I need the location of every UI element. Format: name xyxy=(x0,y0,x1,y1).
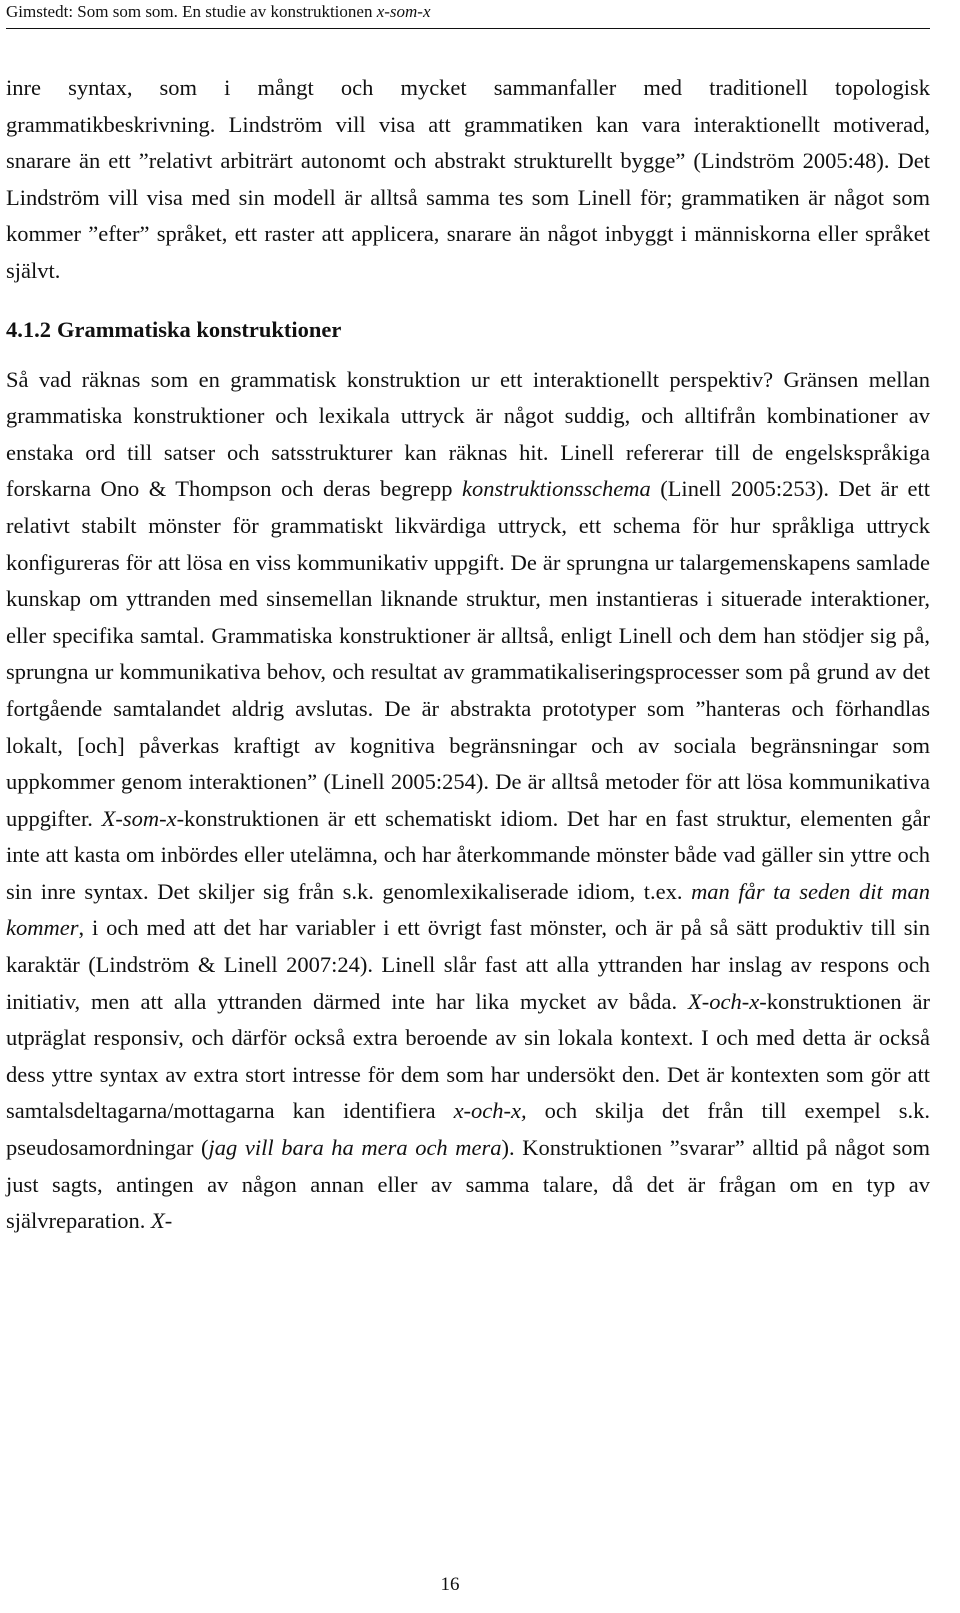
paragraph-2 xyxy=(6,362,930,1240)
section-heading xyxy=(6,312,930,348)
term-x-trailing: X- xyxy=(150,1208,173,1234)
example-idiom: man får ta seden dit man kommer xyxy=(6,878,931,941)
running-header-text: Gimstedt: Som som som. En studie av konstruktionen xyxy=(6,2,377,21)
running-header xyxy=(6,2,431,22)
header-rule xyxy=(6,28,930,29)
term-x-och-x-lowercase: x-och-x, xyxy=(453,1098,527,1124)
page-body xyxy=(6,70,930,1240)
paragraph-1: inre syntax, som i mångt och mycket sammanfaller med traditionell topologisk grammatikbeskrivning. Lindström vill visa att grammatiken kan vara interaktionellt motiverad, snarare än ett ”relativt arbiträrt autonomt och abstrakt strukturellt bygge” (Lindström 2005:48). Det Lindström vill visa med sin modell är alltså samma tes som Linell för; grammatiken är något som kommer ”efter” språket, ett raster att applicera, snarare än något inbyggt i människorna eller språket självt. xyxy=(6,75,930,283)
term-x-som-x: X-som-x xyxy=(101,805,177,831)
example-pseudosamordning: jag vill bara ha mera och mera xyxy=(208,1135,502,1161)
section-number: 4.1.2 xyxy=(6,316,51,342)
paragraph-2-text-4: , i och med att det har variabler i ett övrigt fast mönster, och är på så sätt produktiv till sin karaktär (Lindström & Linell 2007:24). Linell slår fast att alla yttranden har inslag av respons och initiativ, men att alla yttranden därmed inte har lika mycket av båda. xyxy=(6,915,930,1014)
paragraph-2-text-1: Så vad räknas som en grammatisk konstruktion ur ett interaktionellt perspektiv? Gränsen mellan grammatiska konstruktioner och lexikala uttryck är något suddig, och alltifrån kombinationer av enstaka ord till satser och satsstrukturer kan räknas hit. Linell refererar till de engelskspråkiga forskarna Ono & Thompson och deras begrepp xyxy=(6,366,930,502)
term-x-och-x: X-och-x xyxy=(688,988,760,1014)
term-konstruktionsschema: konstruktionsschema xyxy=(461,476,651,502)
page-number: 16 xyxy=(440,1574,460,1595)
paragraph-2-text-7: ). Konstruktionen ”svarar” alltid på något som just sagts, antingen av någon annan eller av samma talare, då det är frågan om en typ av självreparation. xyxy=(6,1135,930,1234)
paragraph-2-text-6: och skilja det från till exempel s.k. pseudosamordningar ( xyxy=(6,1098,931,1161)
section-title: Grammatiska konstruktioner xyxy=(57,316,342,342)
paragraph-2-text-5: -konstruktionen är utpräglat responsiv, och därför också extra beroende av sin lokala kontext. I och med detta är också dess yttre syntax av extra stort intresse för dem som har undersökt den. Det är kontexten som gör att samtalsdeltagarna/mottagarna kan identifiera xyxy=(6,988,930,1124)
running-header-italic: x-som-x xyxy=(376,2,431,21)
paragraph-2-text-3: -konstruktionen är ett schematiskt idiom. Det har en fast struktur, elementen går inte att kasta om inbördes eller utelämna, och har återkommande mönster både vad gäller sin yttre och sin inre syntax. Det skiljer sig från s.k. genomlexikaliserade idiom, t.ex. xyxy=(6,805,930,904)
paragraph-2-text-2: (Linell 2005:253). Det är ett relativt stabilt mönster för grammatiskt likvärdiga uttryck, ett schema för hur språkliga uttryck konfigureras för att lösa en viss kommunikativ uppgift. De är sprungna ur talargemenskapens samlade kunskap om yttranden med sinsemellan liknande struktur, men instantieras i situerade interaktioner, eller specifika samtal. Grammatiska konstruktioner är alltså, enligt Linell och dem han stödjer sig på, sprungna ur kommunikativa behov, och resultat av grammatikaliseringsprocesser som på grund av det fortgående samtalandet aldrig avslutas. De är abstrakta prototyper som ”hanteras och förhandlas lokalt, [och] påverkas kraftigt av kognitiva begränsningar och av sociala begränsningar som uppkommer genom interaktionen” (Linell 2005:254). De är alltså metoder för att lösa kommunikativa uppgifter. xyxy=(6,476,930,831)
